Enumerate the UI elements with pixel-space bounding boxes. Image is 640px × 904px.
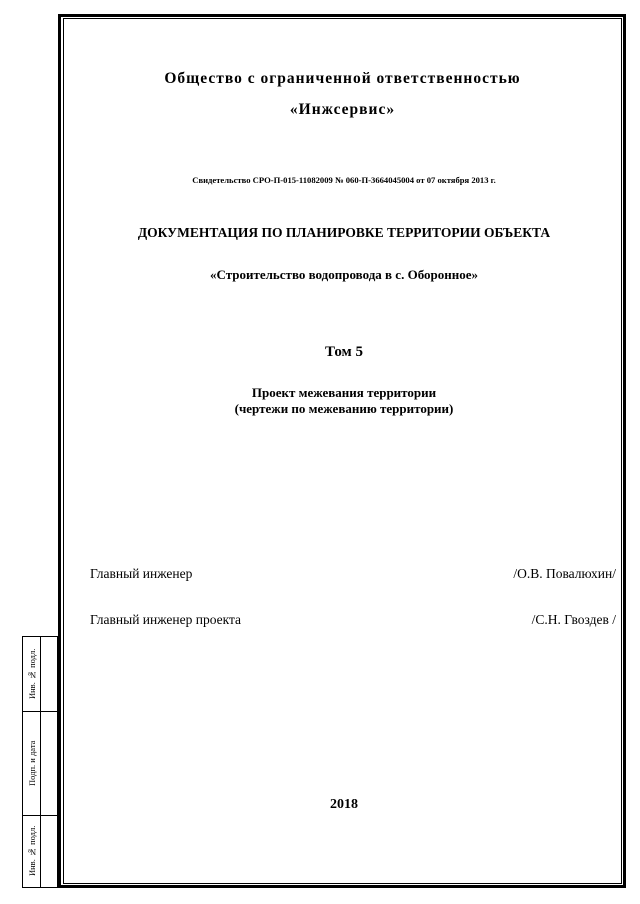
volume-subject-line-1: Проект межевания территории (251, 385, 437, 400)
signature-name-chief-engineer: /О.В. Повалюхин/ (513, 566, 616, 581)
stamp-divider (23, 815, 58, 816)
signature-role-chief-engineer: Главный инженер (90, 566, 193, 581)
stamp-label-inventory-top: Инв. № подл. (27, 648, 37, 700)
volume-number: Том 5 (324, 344, 363, 360)
page-frame-inner (63, 18, 622, 884)
stamp-label-inventory-bottom: Инв. № подл. (27, 825, 37, 877)
stamp-divider (23, 711, 58, 712)
certificate-text: Свидетельство СРО-П-015-11082009 № 060-П-3664045004 от 07 октября 2013 г. (192, 175, 496, 185)
organization-line-1: Общество с ограниченной ответственностью (164, 70, 521, 87)
volume-subject-line-2: (чертежи по межеванию территории) (234, 401, 454, 416)
document-title: ДОКУМЕНТАЦИЯ ПО ПЛАНИРОВКЕ ТЕРРИТОРИИ ОБЪЕКТА (137, 225, 551, 240)
organization-line-2: «Инжсервис» (289, 101, 396, 118)
signature-role-chief-project-engineer: Главный инженер проекта (90, 612, 242, 627)
stamp-label-column (23, 637, 41, 887)
stamp-label-signature-date: Подп. и дата (27, 740, 37, 786)
signature-name-chief-project-engineer: /С.Н. Гвоздев / (531, 612, 616, 627)
stamp-value-column (41, 637, 59, 887)
side-stamp (22, 636, 58, 888)
document-year: 2018 (330, 797, 358, 812)
project-name: «Строительство водопровода в с. Оборонное» (209, 267, 479, 282)
